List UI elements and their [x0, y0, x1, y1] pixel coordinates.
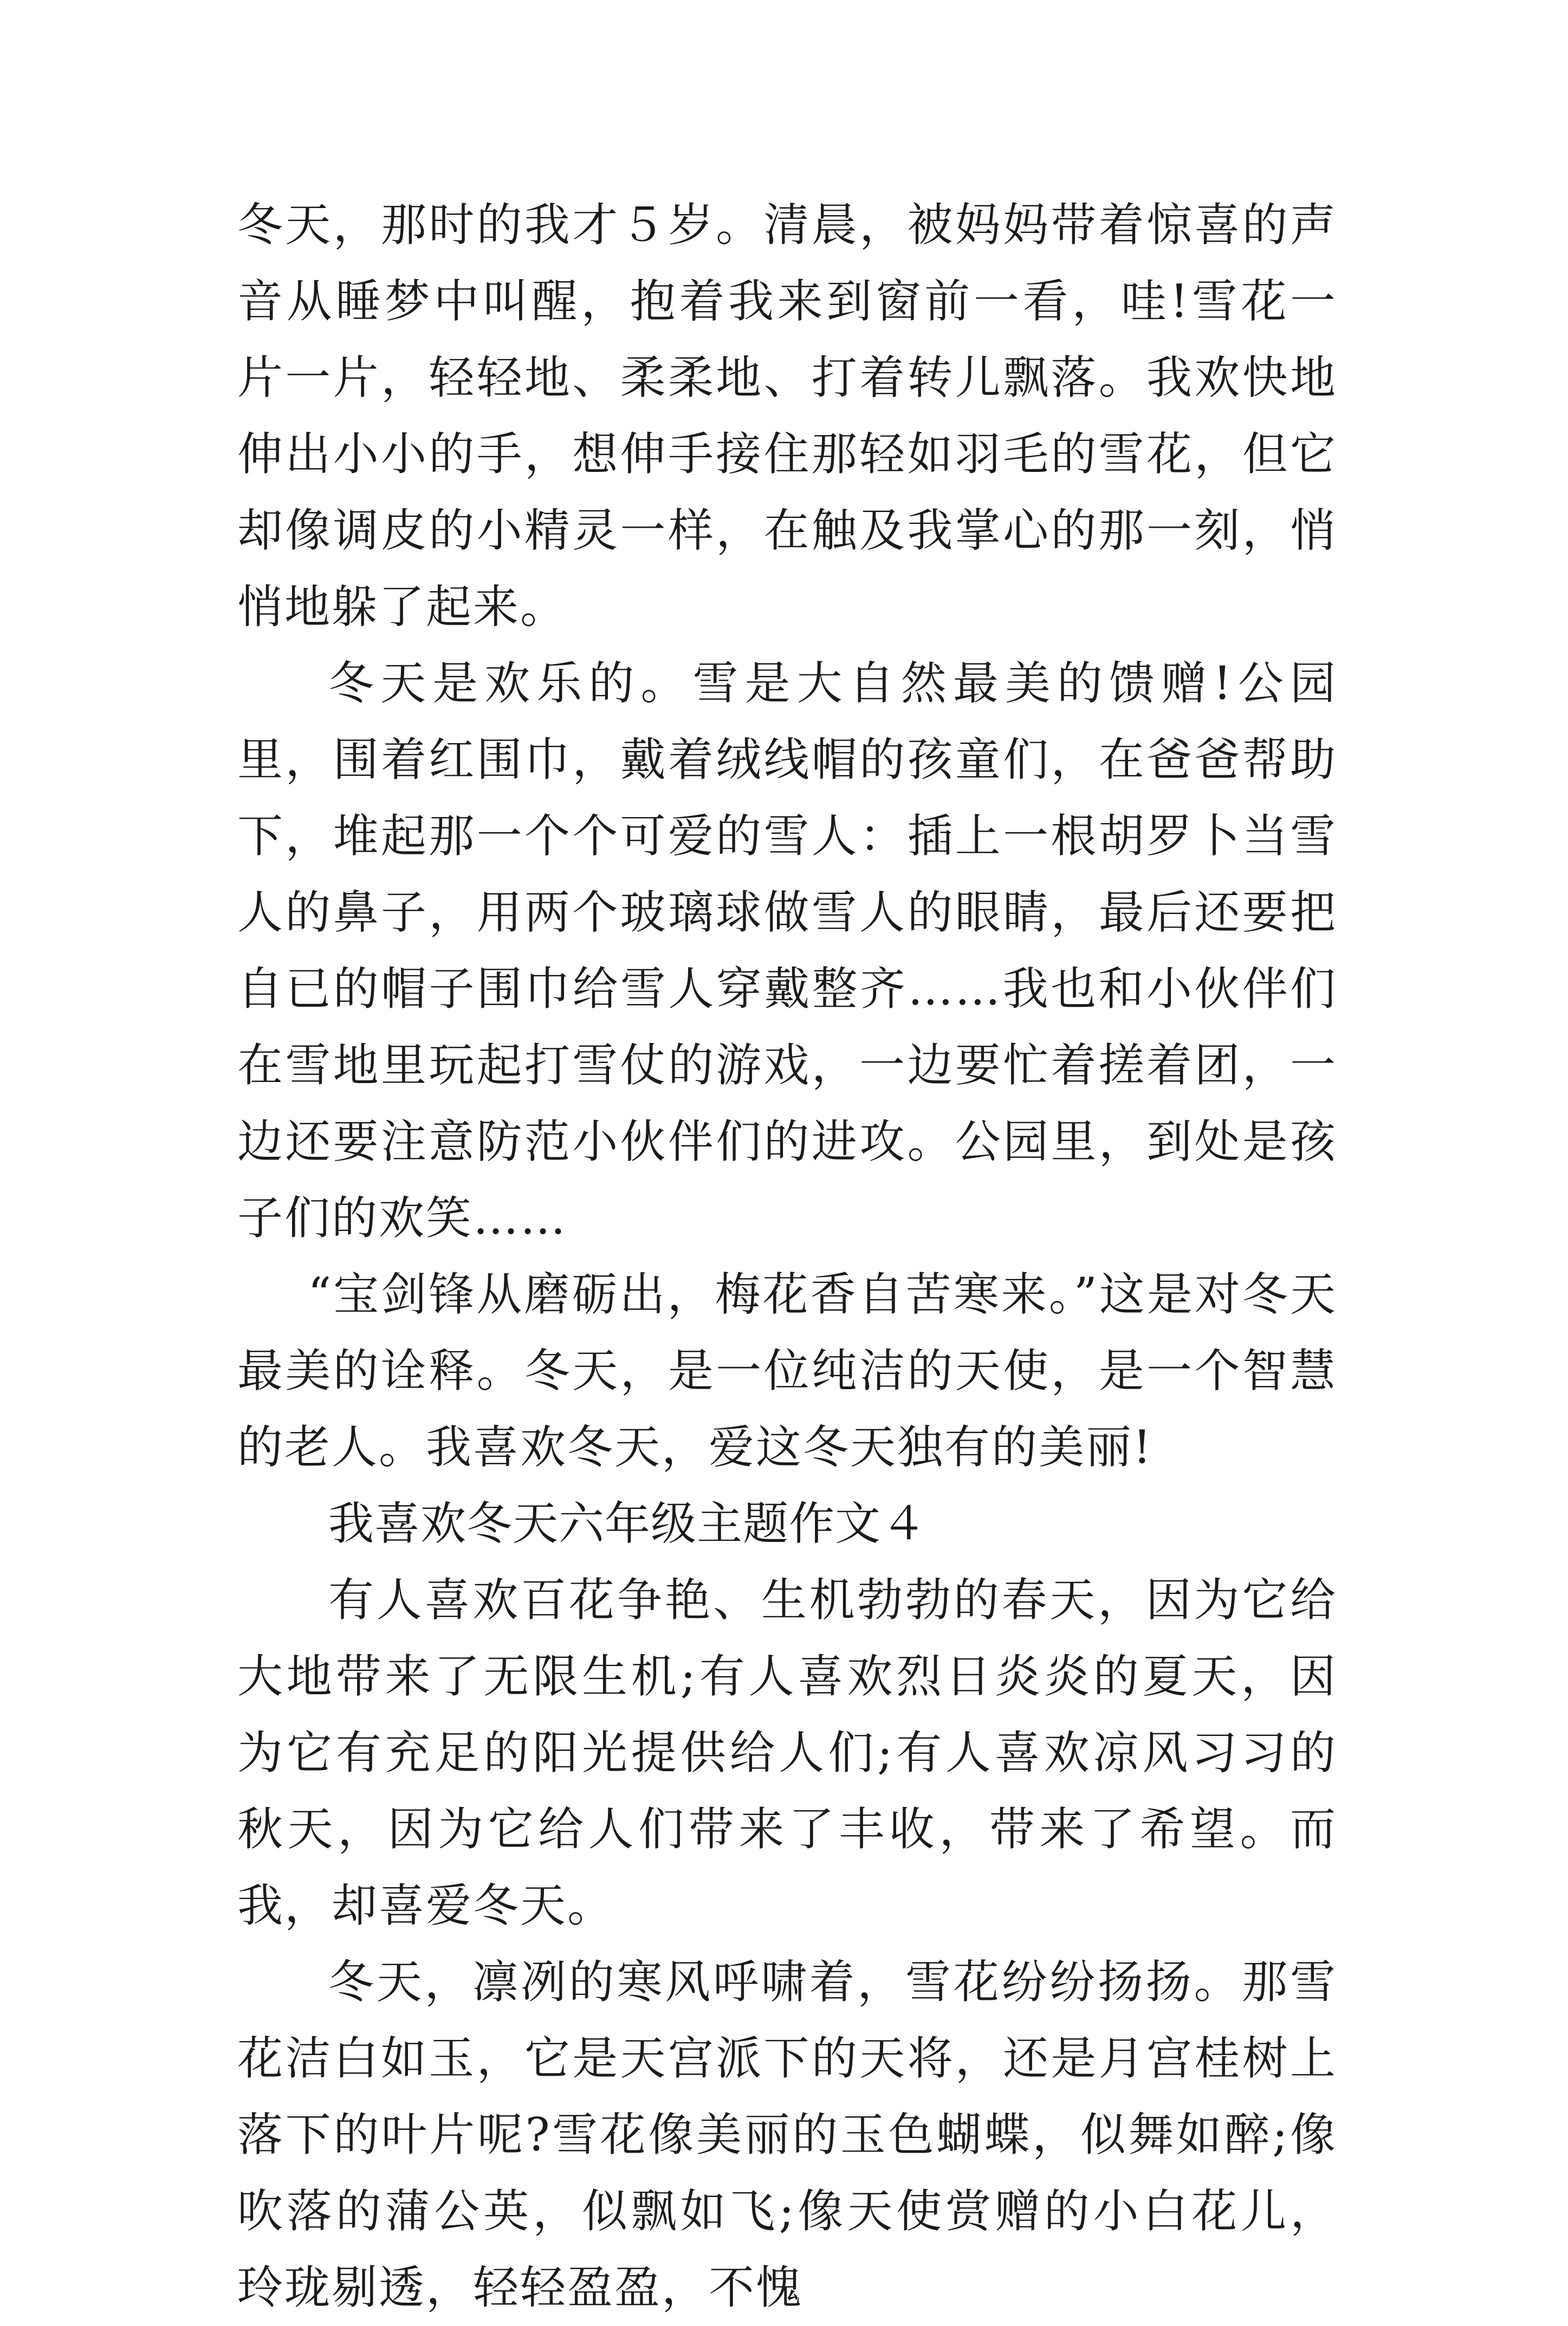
paragraph-2: 冬天是欢乐的。雪是大自然最美的馈赠!公园里，围着红围巾，戴着绒线帽的孩童们，在爸爸帮助下，堆起那一个个可爱的雪人：插上一根胡罗卜当雪人的鼻子，用两个玻璃球做雪人的眼睛，最后还要把自已的帽子围巾给雪人穿戴整齐……我也和小伙伴们在雪地里玩起打雪仗的游戏，一边要忙着搓着团，一边还要注意防范小伙伴们的进攻。公园里，到处是孩子们的欢笑……: [237, 657, 1337, 1245]
paragraph-1: 冬天，那时的我才５岁。清晨，被妈妈带着惊喜的声音从睡梦中叫醒，抱着我来到窗前一看，哇!雪花一片一片，轻轻地、柔柔地、打着转儿飘落。我欢快地伸出小小的手，想伸手接住那轻如羽毛的雪花，但它却像调皮的小精灵一样，在触及我掌心的那一刻，悄悄地躲了起来。: [237, 198, 1337, 633]
paragraph-5: 冬天，凛冽的寒风呼啸着，雪花纷纷扬扬。那雪花洁白如玉，它是天宫派下的天将，还是月宫桂树上落下的叶片呢?雪花像美丽的玉色蝴蝶，似舞如醉;像吹落的蒲公英，似飘如飞;像天使赏赠的小白花儿，玲珑剔透，轻轻盈盈，不愧: [237, 1955, 1337, 2314]
document-body: [237, 187, 1337, 2326]
paragraph-4: 有人喜欢百花争艳、生机勃勃的春天，因为它给大地带来了无限生机;有人喜欢烈日炎炎的夏天，因为它有充足的阳光提供给人们;有人喜欢凉风习习的秋天，因为它给人们带来了丰收，带来了希望。而我，却喜爱冬天。: [237, 1573, 1337, 1932]
section-heading: 我喜欢冬天六年级主题作文４: [328, 1497, 928, 1550]
paragraph-3: “宝剑锋从磨砺出，梅花香自苦寒来。”这是对冬天最美的诠释。冬天，是一位纯洁的天使，是一个智慧的老人。我喜欢冬天，爱这冬天独有的美丽!: [237, 1268, 1337, 1474]
